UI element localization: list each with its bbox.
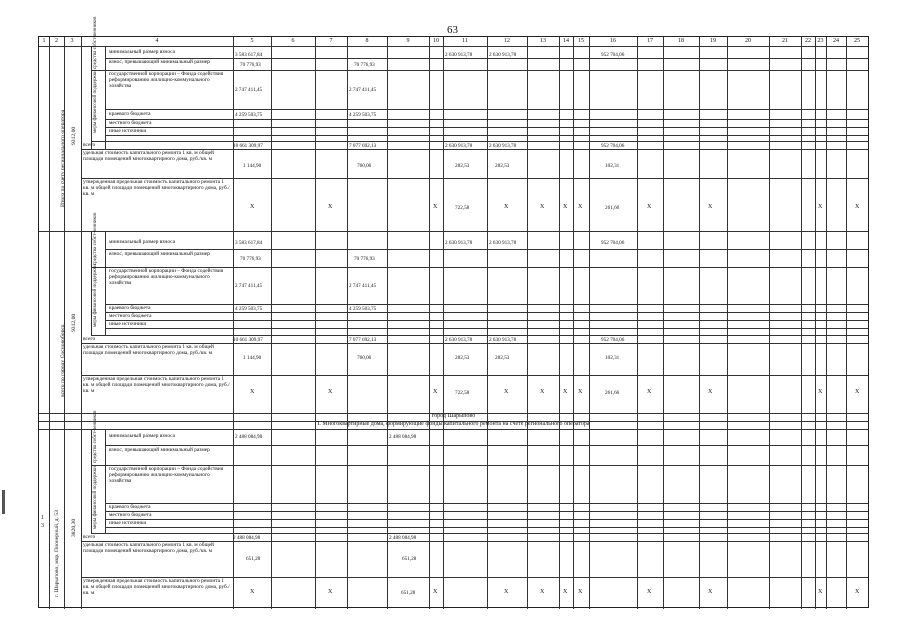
col-num-21: 21 xyxy=(782,38,788,44)
col-num-12: 12 xyxy=(504,38,510,44)
b3-limit-12: X xyxy=(504,589,509,595)
b2-limit-13: X xyxy=(540,389,545,395)
b3-min-fee-9: 2 488 084,98 xyxy=(389,434,417,440)
block2-support-label: меры финансовой поддержки xyxy=(93,264,98,327)
b1-limit-16: 261,66 xyxy=(605,205,620,211)
b1-unit-11: 282,53 xyxy=(455,163,470,169)
b2-total-8: 7 077 692,13 xyxy=(349,337,377,343)
b3-local-label: местного бюджета xyxy=(109,512,152,518)
b1-unit-8: 760,06 xyxy=(357,163,372,169)
b2-limit-label: утвержденная предельная стоимость капитального ремонта 1 кв. м общей площади помещений многоквартирного дома, руб./кв. м xyxy=(83,376,230,395)
b2-local-label: местного бюджета xyxy=(109,313,152,319)
b2-min-fee-11: 2 630 913,78 xyxy=(445,240,473,246)
b2-min-fee-5: 3 583 617,84 xyxy=(235,240,263,246)
b3-area: 3820,30 xyxy=(71,518,77,537)
b1-over-label: взнос, превышающий минимальный размер xyxy=(109,59,210,65)
b1-over-8: 70 776,93 xyxy=(354,62,375,68)
col-num-10: 10 xyxy=(433,38,439,44)
b3-row-number: 1 xyxy=(41,515,44,521)
b3-limit-14: X xyxy=(563,589,568,595)
block1-support-label: меры финансовой поддержки xyxy=(93,70,98,133)
b3-limit-15: X xyxy=(578,589,583,595)
b2-regional-label: краевого бюджета xyxy=(109,305,151,311)
b1-limit-11: 722,58 xyxy=(455,205,470,211)
b2-over-8: 70 776,93 xyxy=(354,256,375,262)
b2-unit-16: 102,31 xyxy=(605,355,620,361)
b1-limit-13: X xyxy=(540,204,545,210)
b1-min-fee-16: 952 704,06 xyxy=(601,52,625,58)
b2-unit-5: 1 144,90 xyxy=(243,355,262,361)
b2-unit-label: удельная стоимость капитального ремонта 1 кв. м общей площади помещений многоквартирного дома, руб./кв. м xyxy=(83,344,214,357)
b3-fund-label: государственной корпорации – Фонда содействия реформированию жилищно-коммунального хозяйства xyxy=(109,466,224,485)
b1-local-label: местного бюджета xyxy=(109,120,152,126)
b1-total-16: 952 704,06 xyxy=(601,143,625,149)
col-num-11: 11 xyxy=(462,38,468,44)
col-num-18: 18 xyxy=(678,38,684,44)
col-num-16: 16 xyxy=(610,38,616,44)
block2-title: всего по городу Сосновоборск xyxy=(60,324,66,397)
b1-total-8: 7 077 692,13 xyxy=(349,143,377,149)
col-num-4: 4 xyxy=(155,38,159,44)
col-num-13: 13 xyxy=(540,38,546,44)
b2-limit-10: X xyxy=(433,389,438,395)
b1-min-fee-5: 3 583 617,84 xyxy=(235,52,263,58)
b1-unit-5: 1 144,90 xyxy=(243,163,262,169)
b2-regional-8: 4 259 503,75 xyxy=(349,306,377,312)
b3-total-9: 2 488 084,98 xyxy=(389,535,417,541)
b1-limit-10: X xyxy=(433,204,438,210)
b1-unit-label: удельная стоимость капитального ремонта 1 кв. м общей площади помещений многоквартирного дома, руб./кв. м xyxy=(83,150,214,163)
b2-total-5: 10 661 309,97 xyxy=(233,337,263,343)
binding-mark xyxy=(2,490,5,514)
b2-unit-8: 760,06 xyxy=(357,355,372,361)
col-num-25: 25 xyxy=(854,38,860,44)
b1-regional-5: 4 259 503,75 xyxy=(235,112,263,118)
b2-total-12: 2 630 913,78 xyxy=(489,337,517,343)
b2-limit-17: X xyxy=(647,389,652,395)
b1-limit-14: X xyxy=(563,204,568,210)
b3-other-label: иные источники xyxy=(109,520,147,526)
b2-fund-5: 2 747 411,45 xyxy=(235,283,263,289)
b1-limit-5: X xyxy=(250,204,255,210)
block2-owners-funds-label: средства собст-венников xyxy=(93,212,98,265)
b1-total-5: 10 661 309,97 xyxy=(233,143,263,149)
b2-limit-14: X xyxy=(563,389,568,395)
block1-title: Итого по счету регионального оператора xyxy=(60,109,66,207)
b2-over-label: взнос, превышающий минимальный размер xyxy=(109,251,210,257)
b2-fund-8: 2 747 411,45 xyxy=(349,283,377,289)
b3-unit-5: 651,28 xyxy=(246,556,261,562)
b1-total-12: 2 630 913,78 xyxy=(489,143,517,149)
col-num-3: 3 xyxy=(70,38,74,44)
b1-unit-12: 282,53 xyxy=(495,163,510,169)
b3-limit-label: утвержденная предельная стоимость капитального ремонта 1 кв. м общей площади помещений многоквартирного дома, руб./кв. м xyxy=(83,578,230,597)
b3-total-5: 2 488 084,98 xyxy=(233,535,261,541)
b3-unit-9: 651,28 xyxy=(402,556,417,562)
b1-fund-8: 2 747 411,45 xyxy=(349,87,377,93)
col-num-9: 9 xyxy=(406,38,410,44)
b2-min-fee-16: 952 704,06 xyxy=(601,240,625,246)
b1-limit-17: X xyxy=(647,204,652,210)
b2-limit-23: X xyxy=(818,389,823,395)
b2-over-5: 70 776,93 xyxy=(240,256,261,262)
b2-limit-5: X xyxy=(250,389,255,395)
col-num-24: 24 xyxy=(833,38,839,44)
b2-limit-25: X xyxy=(855,389,860,395)
b3-address: г. Шарыпово, мкр. Пионерный, д. 53 xyxy=(54,510,60,597)
b3-limit-9: 651,28 xyxy=(401,590,416,596)
b1-limit-label: утвержденная предельная стоимость капитального ремонта 1 кв. м общей площади помещений многоквартирного дома, руб./кв. м xyxy=(83,179,230,198)
b2-unit-11: 282,53 xyxy=(455,355,470,361)
col-num-2: 2 xyxy=(55,38,58,44)
section-row: I. Многоквартирные дома, формирующие фонды капитального ремонта на счете регионального оператора xyxy=(317,421,590,427)
b3-limit-23: X xyxy=(818,589,823,595)
block3-owners-funds-label: средства собст-венников xyxy=(93,410,98,463)
b1-limit-25: X xyxy=(855,204,860,210)
b3-over-label: взнос, превышающий минимальный размер xyxy=(109,447,210,453)
b1-min-fee-label: минимальный размер взноса xyxy=(109,49,175,55)
b3-limit-5: X xyxy=(250,589,255,595)
col-num-17: 17 xyxy=(647,38,653,44)
b1-unit-16: 102,31 xyxy=(605,163,620,169)
city-row: город Шарыпово xyxy=(431,413,476,419)
b3-min-fee-5: 2 488 084,98 xyxy=(235,434,263,440)
b2-limit-16: 261,66 xyxy=(605,390,620,396)
col-num-23: 23 xyxy=(817,38,824,44)
col-num-20: 20 xyxy=(745,38,751,44)
b2-limit-12: X xyxy=(504,389,509,395)
b1-limit-15: X xyxy=(578,204,583,210)
b1-fund-label: государственной корпорации – Фонда содействия реформированию жилищно-коммунального хозяйства xyxy=(109,71,224,90)
b2-total-16: 952 704,06 xyxy=(601,337,625,343)
b2-total-label: всего xyxy=(83,336,96,342)
b1-limit-23: X xyxy=(818,204,823,210)
b3-limit-13: X xyxy=(540,589,545,595)
col-num-15: 15 xyxy=(578,38,584,44)
col-num-1: 1 xyxy=(42,38,46,44)
b3-limit-10: X xyxy=(433,589,438,595)
b3-row-sub: 3 xyxy=(41,523,44,529)
b3-limit-17: X xyxy=(647,589,652,595)
b2-other-label: иные источники xyxy=(109,321,147,327)
col-num-14: 14 xyxy=(563,38,569,44)
b1-min-fee-12: 2 630 913,78 xyxy=(489,52,517,58)
b1-total-11: 2 630 913,78 xyxy=(445,143,473,149)
b2-limit-19: X xyxy=(708,389,713,395)
b3-regional-label: краевого бюджета xyxy=(109,504,151,510)
b1-regional-8: 4 259 503,75 xyxy=(349,112,377,118)
b3-unit-label: удельная стоимость капитального ремонта 1 кв. м общей площади помещений многоквартирного дома, руб./кв. м xyxy=(83,542,214,555)
b2-limit-11: 722,58 xyxy=(455,390,470,396)
b2-limit-7: X xyxy=(328,389,333,395)
block1-owners-funds-label: средства собст-венников xyxy=(93,16,98,69)
col-num-5: 5 xyxy=(250,38,254,44)
b2-unit-12: 282,53 xyxy=(495,355,510,361)
budget-table xyxy=(38,16,869,608)
b1-min-fee-11: 2 630 913,78 xyxy=(445,52,473,58)
col-num-19: 19 xyxy=(710,38,716,44)
b3-total-label: всего xyxy=(83,534,96,540)
b3-min-fee-label: минимальный размер взноса xyxy=(109,433,175,439)
b1-total-label: всего xyxy=(83,142,96,148)
block2-area: 9312,00 xyxy=(71,313,77,332)
block1-area: 9312,00 xyxy=(71,126,77,145)
b3-limit-19: X xyxy=(708,589,713,595)
b2-total-11: 2 630 913,78 xyxy=(445,337,473,343)
b2-fund-label: государственной корпорации – Фонда содействия реформированию жилищно-коммунального хозяйства xyxy=(109,268,224,287)
b1-regional-label: краевого бюджета xyxy=(109,111,151,117)
b1-other-label: иные источники xyxy=(109,128,147,134)
block3-support-label: меры финансовой поддержки xyxy=(93,466,98,529)
col-num-7: 7 xyxy=(329,38,333,44)
b3-limit-7: X xyxy=(328,589,333,595)
b1-fund-5: 2 747 411,45 xyxy=(235,87,263,93)
b1-limit-7: X xyxy=(328,204,333,210)
col-num-8: 8 xyxy=(365,38,369,44)
b2-min-fee-label: минимальный размер взноса xyxy=(109,239,175,245)
col-num-22: 22 xyxy=(805,38,811,44)
b2-limit-15: X xyxy=(578,389,583,395)
b1-over-5: 70 776,93 xyxy=(240,62,261,68)
b3-limit-25: X xyxy=(855,589,860,595)
col-num-6: 6 xyxy=(291,38,295,44)
b1-limit-19: X xyxy=(708,204,713,210)
b2-min-fee-12: 2 630 913,78 xyxy=(489,240,517,246)
b2-regional-5: 4 259 503,75 xyxy=(235,306,263,312)
page-number: 63 xyxy=(447,24,458,36)
b1-limit-12: X xyxy=(504,204,509,210)
